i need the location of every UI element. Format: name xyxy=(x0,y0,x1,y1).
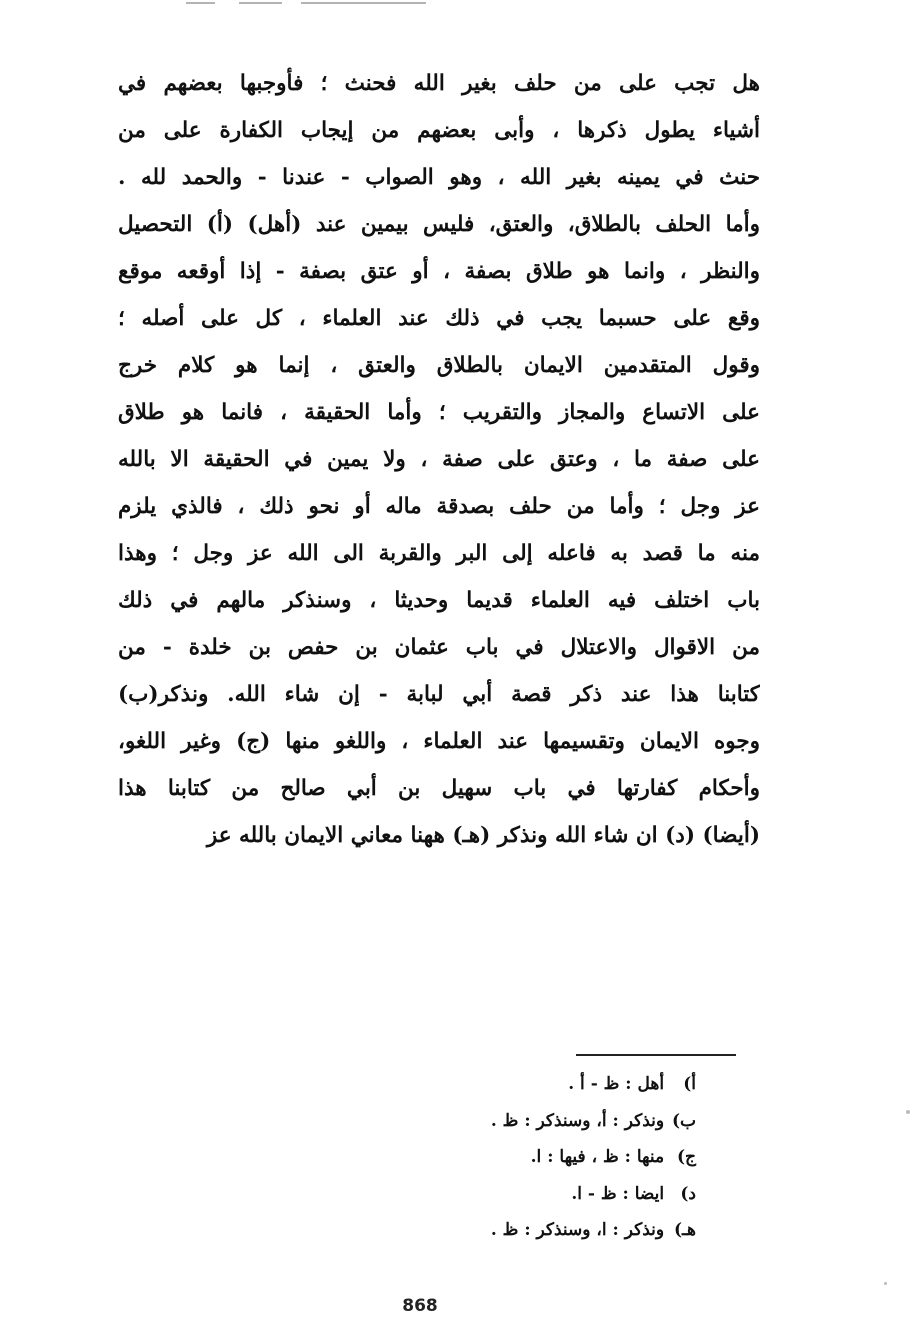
scan-speck xyxy=(906,1110,910,1114)
footnote-text: ونذكر : أ، وسنذكر : ظ . xyxy=(490,1110,665,1131)
page-number: 868 xyxy=(402,1296,438,1316)
text-line: على صفة ما ، وعتق على صفة ، ولا يمين في الحقيقة الا بالله xyxy=(118,447,760,472)
footnote-mark: ج) xyxy=(676,1147,696,1167)
top-scan-rule xyxy=(186,2,426,4)
footnote xyxy=(380,1176,696,1213)
footnote xyxy=(380,1212,696,1249)
text-line: حنث في يمينه بغير الله ، وهو الصواب - عندنا - والحمد لله . xyxy=(118,165,760,190)
text-line: (أيضا) (د) ان شاء الله ونذكر (هـ) ههنا معاني الايمان بالله عز xyxy=(206,823,760,848)
footnote-text: ايضا : ظ - ا. xyxy=(571,1183,665,1204)
text-line: وقع على حسبما يجب في ذلك عند العلماء ، كل على أصله ؛ xyxy=(118,306,760,331)
footnote xyxy=(380,1103,696,1140)
text-line: منه ما قصد به فاعله إلى البر والقربة الى الله عز وجل ؛ وهذا xyxy=(118,541,760,566)
footnote-mark: د) xyxy=(680,1183,696,1204)
text-line: على الاتساع والمجاز والتقريب ؛ وأما الحقيقة ، فانما هو طلاق xyxy=(118,400,760,425)
text-line: وأحكام كفارتها في باب سهيل بن أبي صالح من كتابنا هذا xyxy=(118,776,760,801)
footnote xyxy=(380,1066,696,1103)
text-line: عز وجل ؛ وأما من حلف بصدقة ماله أو نحو ذلك ، فالذي يلزم xyxy=(118,494,760,519)
footnote-separator xyxy=(576,1054,736,1056)
footnotes-block xyxy=(380,1066,696,1249)
text-line: من الاقوال والاعتلال في باب عثمان بن حفص بن خلدة - من xyxy=(118,635,760,660)
scan-speck xyxy=(884,1282,887,1285)
text-line: والنظر ، وانما هو طلاق بصفة ، أو عتق بصفة - إذا أوقعه موقع xyxy=(118,259,760,284)
footnote-mark: أ) xyxy=(683,1074,696,1094)
text-line: وجوه الايمان وتقسيمها عند العلماء ، واللغو منها (ج) وغير اللغو، xyxy=(118,729,760,754)
text-line: باب اختلف فيه العلماء قديما وحديثا ، وسنذكر مالهم في ذلك xyxy=(118,588,760,613)
text-line: كتابنا هذا عند ذكر قصة أبي لبابة - إن شاء الله. ونذكر(ب) xyxy=(118,682,760,707)
main-text-block xyxy=(118,60,760,859)
footnote-mark: هـ) xyxy=(674,1220,696,1240)
footnote xyxy=(380,1139,696,1176)
text-line: وقول المتقدمين الايمان بالطلاق والعتق ، إنما هو كلام خرج xyxy=(118,353,760,378)
text-line: هل تجب على من حلف بغير الله فحنث ؛ فأوجبها بعضهم في xyxy=(118,71,760,96)
footnote-text: أهل : ظ - أ . xyxy=(568,1074,665,1094)
footnote-mark: ب) xyxy=(671,1110,696,1131)
text-line: وأما الحلف بالطلاق، والعتق، فليس بيمين عند (أهل) (أ) التحصيل xyxy=(118,212,760,237)
footnote-text: ونذكر : ا، وسنذكر : ظ . xyxy=(490,1220,665,1240)
footnote-text: منها : ظ ، فيها : ا. xyxy=(530,1147,665,1167)
text-line: أشياء يطول ذكرها ، وأبى بعضهم من إيجاب الكفارة على من xyxy=(118,118,760,143)
